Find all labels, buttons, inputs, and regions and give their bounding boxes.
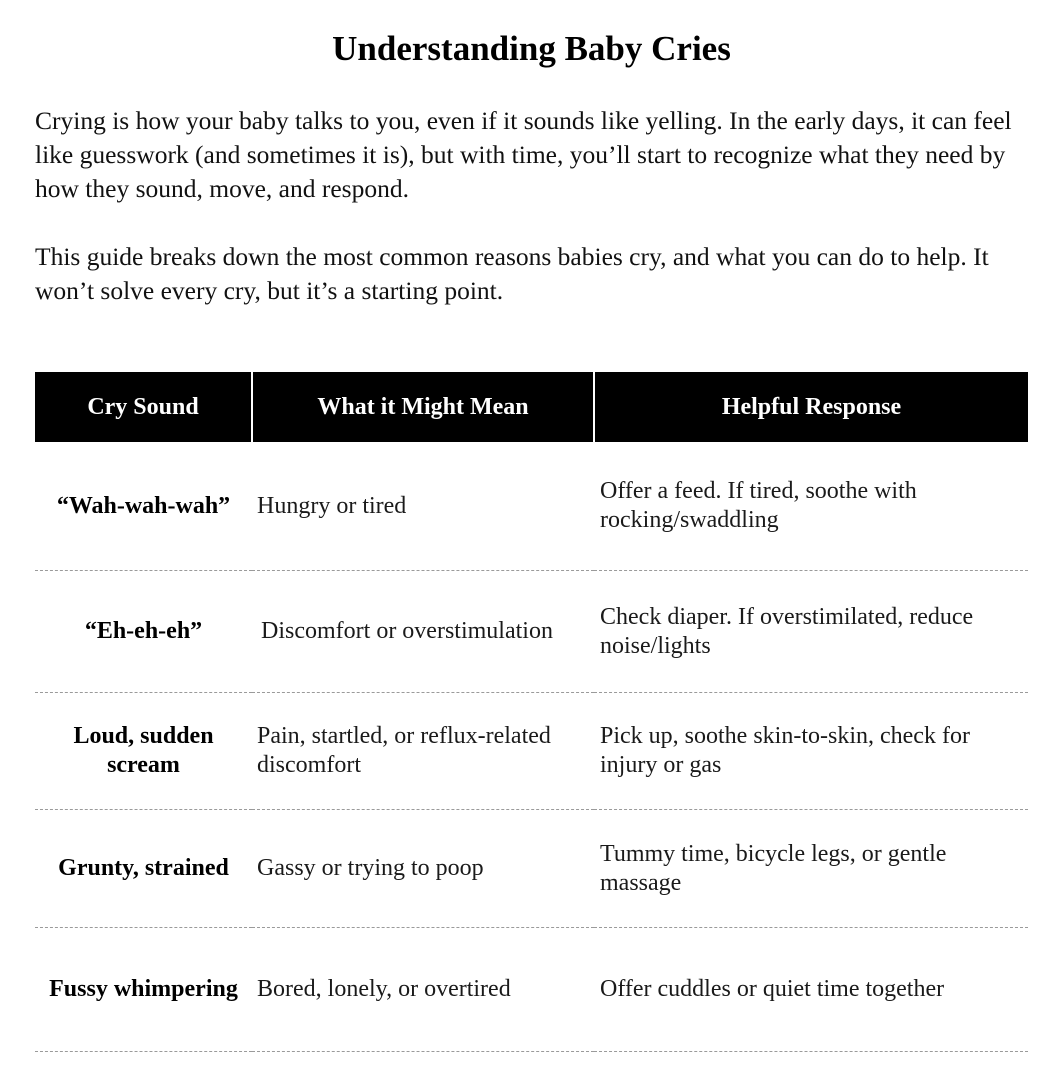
document-title: Understanding Baby Cries [332,29,731,68]
meaning-cell: Hungry or tired [252,442,594,571]
document-page [35,0,1028,1002]
header-what-it-might-mean: What it Might Mean [252,372,594,442]
header-helpful-response: Helpful Response [594,372,1028,442]
cry-guide-table [35,372,1028,1052]
meaning-cell: Pain, startled, or reflux-related discomfort [252,693,594,810]
intro-paragraph: Crying is how your baby talks to you, even if it sounds like yelling. In the early days, it can feel like guesswork (and sometimes it is), but with time, you’ll start to recognize what they need by how they sound, move, and respond. [35,106,1012,203]
response-cell: Check diaper. If overstimilated, reduce noise/lights [594,571,1028,693]
meaning-cell: Discomfort or overstimulation [252,571,594,693]
cry-sound-cell: “Eh-eh-eh” [35,571,252,693]
cry-sound-cell: “Wah-wah-wah” [35,442,252,571]
intro-paragraph: This guide breaks down the most common reasons babies cry, and what you can do to help. It won’t solve every cry, but it’s a starting point. [35,242,989,305]
table-row [35,693,1028,810]
cry-sound-cell: Loud, sudden scream [35,693,252,810]
table-row [35,571,1028,693]
response-cell: Tummy time, bicycle legs, or gentle massage [594,810,1028,928]
table-row [35,928,1028,1052]
cry-sound-cell: Fussy whimpering [35,928,252,1052]
response-cell: Pick up, soothe skin-to-skin, check for injury or gas [594,693,1028,810]
table-header-row [35,372,1028,442]
cry-sound-cell: Grunty, strained [35,810,252,928]
response-cell: Offer cuddles or quiet time together [594,928,1028,1052]
table-row [35,810,1028,928]
meaning-cell: Bored, lonely, or overtired [252,928,594,1052]
response-cell: Offer a feed. If tired, soothe with rocking/swaddling [594,442,1028,571]
header-cry-sound: Cry Sound [35,372,252,442]
table-row [35,442,1028,571]
meaning-cell: Gassy or trying to poop [252,810,594,928]
